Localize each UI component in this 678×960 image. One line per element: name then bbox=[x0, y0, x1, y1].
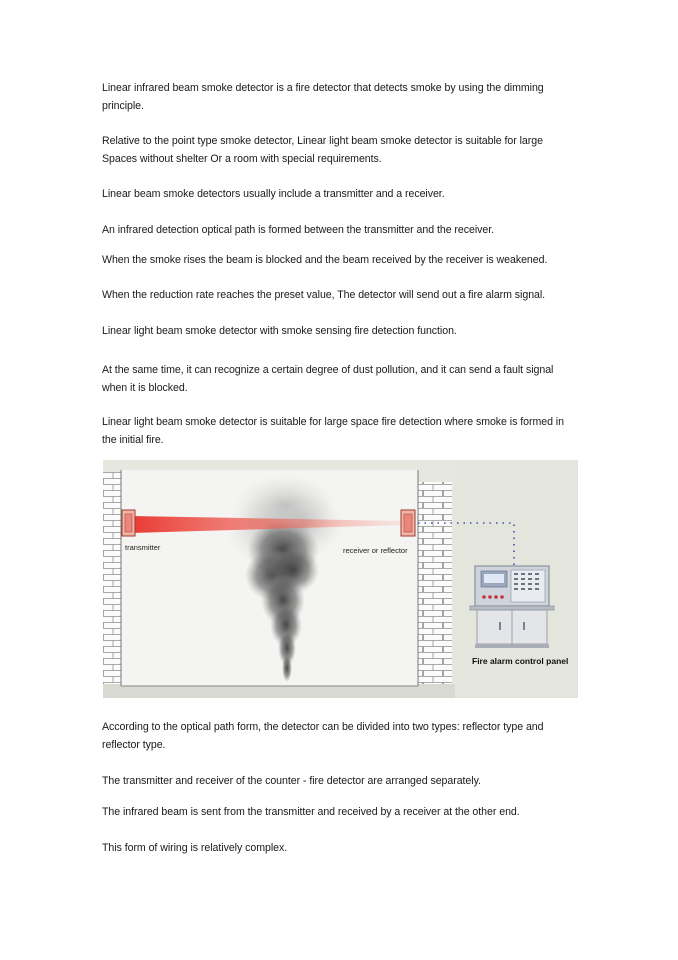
transmitter-label: transmitter bbox=[125, 543, 161, 552]
paragraph-10: According to the optical path form, the detector can be divided into two types: reflector type and reflector type. bbox=[102, 721, 544, 751]
paragraph-9: Linear light beam smoke detector is suitable for large space fire detection where smoke is formed in the initial fire. bbox=[102, 416, 564, 446]
paragraph-13: This form of wiring is relatively complex. bbox=[102, 842, 288, 854]
beam-detector-diagram bbox=[103, 460, 578, 698]
paragraph-12: The infrared beam is sent from the transmitter and received by a receiver at the other end. bbox=[102, 806, 520, 818]
right-brick-wall bbox=[418, 482, 452, 684]
paragraph-5: When the smoke rises the beam is blocked and the beam received by the receiver is weakened. bbox=[102, 254, 548, 266]
paragraph-4: An infrared detection optical path is formed between the transmitter and the receiver. bbox=[102, 224, 495, 236]
control-panel-label: Fire alarm control panel bbox=[472, 656, 569, 666]
paragraph-11: The transmitter and receiver of the counter - fire detector are arranged separately. bbox=[102, 775, 481, 787]
transmitter-device bbox=[122, 510, 135, 536]
paragraph-1: Linear infrared beam smoke detector is a fire detector that detects smoke by using the dimming principle. bbox=[102, 82, 544, 112]
left-brick-wall bbox=[103, 472, 121, 684]
paragraph-3: Linear beam smoke detectors usually include a transmitter and a receiver. bbox=[102, 188, 445, 200]
paragraph-8: At the same time, it can recognize a certain degree of dust pollution, and it can send a fault signal when it is blocked. bbox=[102, 364, 554, 394]
paragraph-6: When the reduction rate reaches the preset value, The detector will send out a fire alarm signal. bbox=[102, 289, 546, 301]
receiver-label: receiver or reflector bbox=[343, 546, 408, 555]
paragraph-2: Relative to the point type smoke detector, Linear light beam smoke detector is suitable for large Spaces without shelter Or a room with special requirements. bbox=[102, 135, 543, 165]
paragraph-7: Linear light beam smoke detector with smoke sensing fire detection function. bbox=[102, 325, 457, 337]
receiver-device bbox=[401, 510, 415, 536]
fire-alarm-control-panel bbox=[470, 566, 554, 648]
